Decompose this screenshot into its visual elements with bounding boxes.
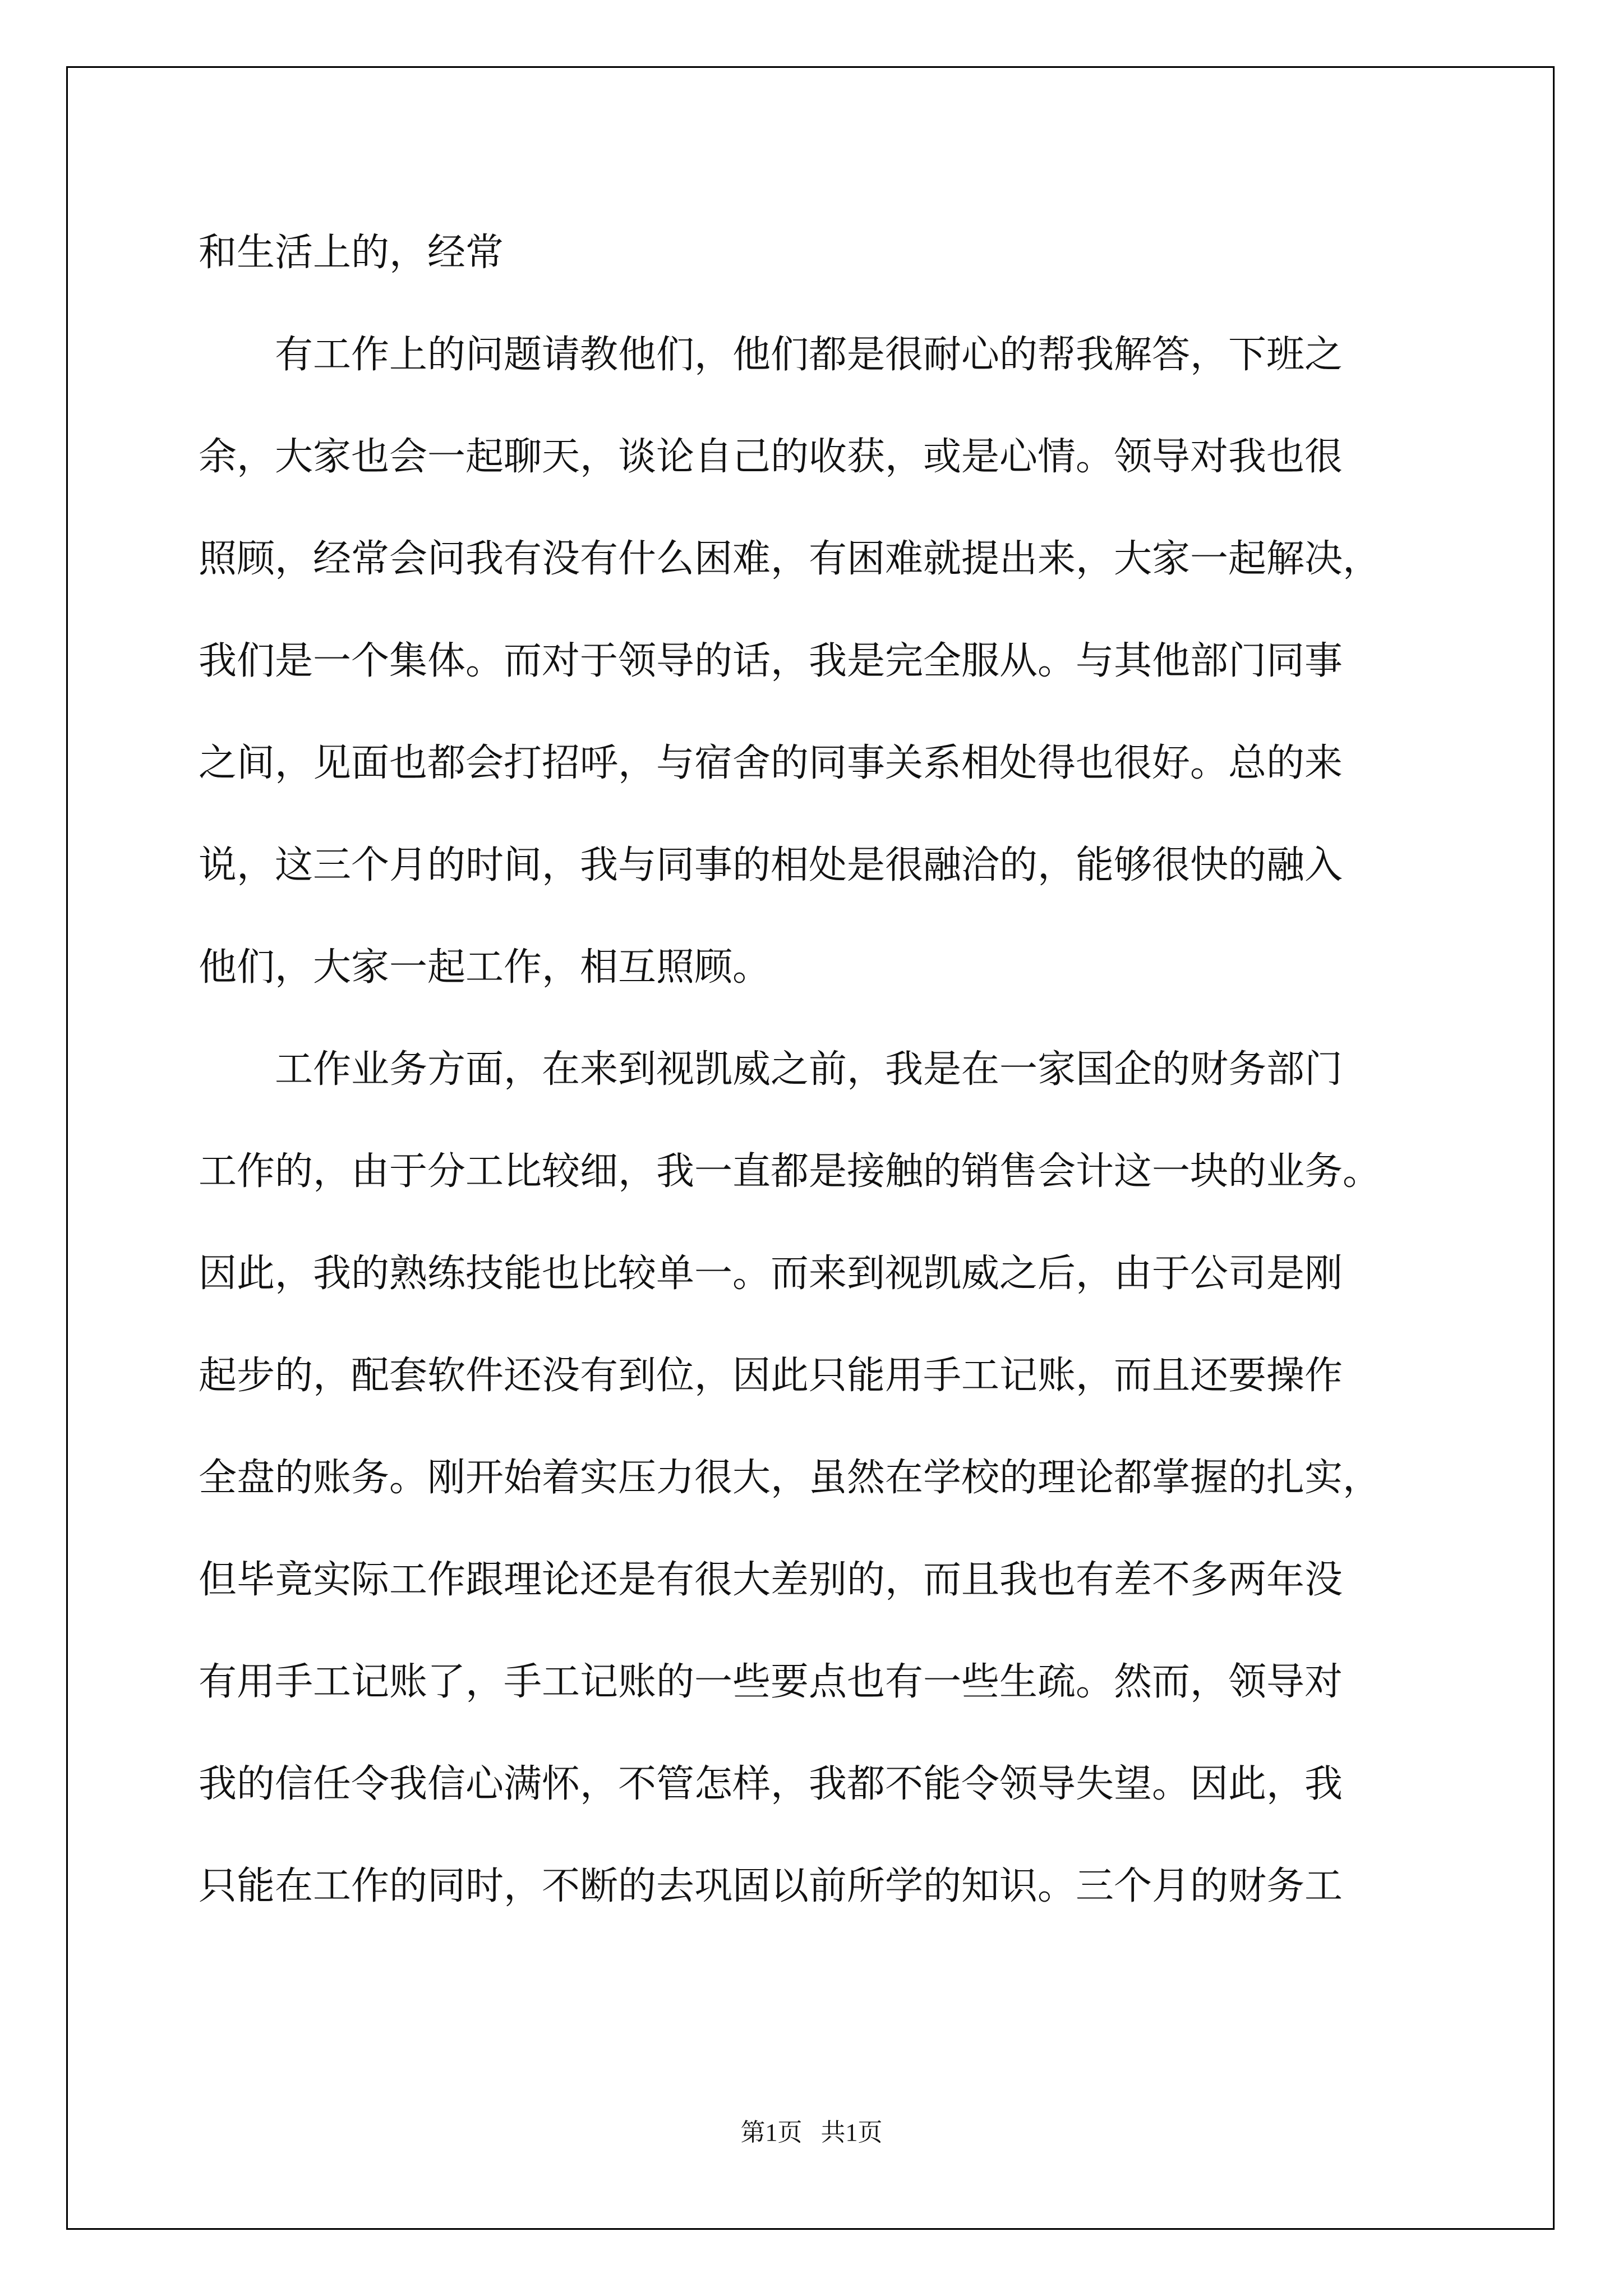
text-line: 有工作上的问题请教他们，他们都是很耐心的帮我解答，下班之 [275, 333, 1343, 377]
text-line: 工作的，由于分工比较细，我一直都是接触的销售会计这一块的业务。 [199, 1149, 1381, 1194]
page-footer: 第1页 共1页 [740, 2119, 883, 2146]
text-line: 只能在工作的同时，不断的去巩固以前所学的知识。三个月的财务工 [199, 1864, 1343, 1908]
text-line: 我的信任令我信心满怀，不管怎样，我都不能令领导失望。因此，我 [199, 1762, 1343, 1806]
text-line: 之间，见面也都会打招呼，与宿舍的同事关系相处得也很好。总的来 [199, 741, 1343, 785]
text-line: 但毕竟实际工作跟理论还是有很大差别的，而且我也有差不多两年没 [199, 1558, 1343, 1602]
text-line: 余，大家也会一起聊天，谈论自己的收获，或是心情。领导对我也很 [199, 435, 1343, 479]
text-line: 他们，大家一起工作，相互照顾。 [199, 945, 771, 990]
text-line: 照顾，经常会问我有没有什么困难，有困难就提出来，大家一起解决， [199, 537, 1381, 581]
text-line: 和生活上的，经常 [199, 231, 504, 275]
text-line: 起步的，配套软件还没有到位，因此只能用手工记账，而且还要操作 [199, 1354, 1343, 1398]
text-line: 全盘的账务。刚开始着实压力很大，虽然在学校的理论都掌握的扎实， [199, 1456, 1381, 1500]
text-line: 工作业务方面，在来到视凯威之前，我是在一家国企的财务部门 [275, 1047, 1343, 1092]
document-body [199, 202, 1444, 1938]
text-line: 我们是一个集体。而对于领导的话，我是完全服从。与其他部门同事 [199, 639, 1343, 683]
text-line: 说，这三个月的时间，我与同事的相处是很融洽的，能够很快的融入 [199, 843, 1343, 887]
text-line: 有用手工记账了，手工记账的一些要点也有一些生疏。然而，领导对 [199, 1660, 1343, 1704]
text-line: 因此，我的熟练技能也比较单一。而来到视凯威之后，由于公司是刚 [199, 1251, 1343, 1296]
